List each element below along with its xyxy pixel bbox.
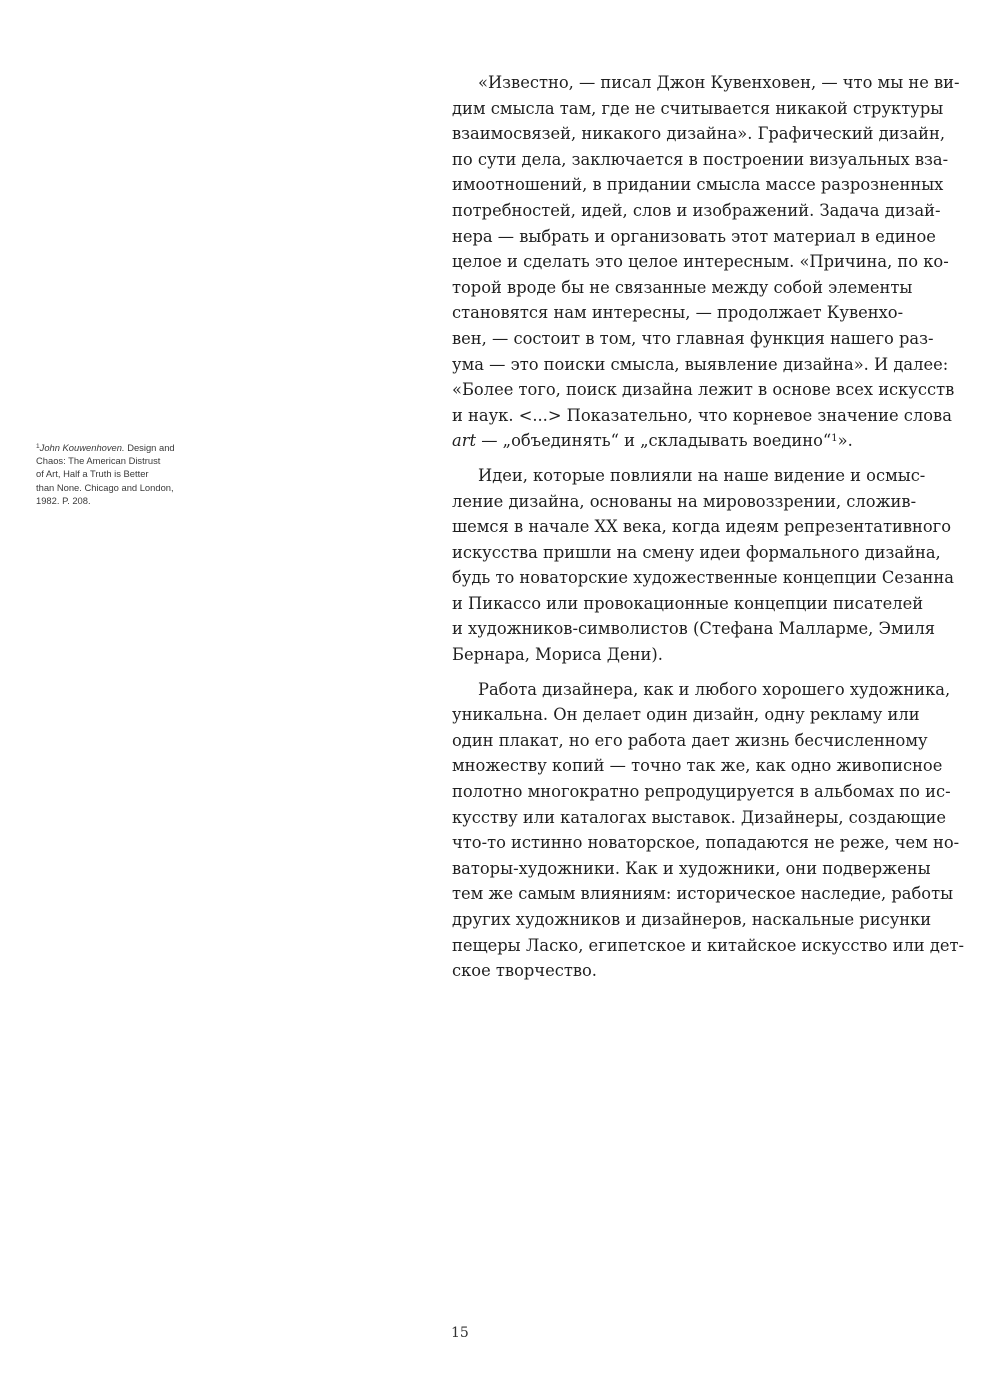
- text-line: вен, — состоит в том, что главная функция нашего раз-: [452, 328, 934, 348]
- footnote-author: John Kouwenhoven.: [39, 442, 125, 453]
- text-line: уникальна. Он делает один дизайн, одну рекламу или: [452, 705, 920, 725]
- text-line: дим смысла там, где не считывается никакой структуры: [452, 98, 944, 118]
- text-line: становятся нам интересны, — продолжает Кувенхо-: [452, 303, 904, 323]
- text-run: ».: [837, 431, 853, 451]
- text-line: ваторы-художники. Как и художники, они подвержены: [452, 858, 931, 878]
- page-number: 15: [451, 1325, 469, 1341]
- text-line: один плакат, но его работа дает жизнь бесчисленному: [452, 730, 928, 750]
- text-line: Идеи, которые повлияли на наше видение и осмыс-: [478, 465, 926, 485]
- text-line-last: [452, 428, 932, 454]
- text-line: и художников-символистов (Стефана Малларме, Эмиля: [452, 619, 936, 639]
- text-line: будь то новаторские художественные концепции Сезанна: [452, 568, 954, 588]
- footnote-text: Design and: [127, 442, 175, 453]
- text-line: шемся в начале XX века, когда идеям репрезентативного: [452, 517, 952, 537]
- paragraph-3: [452, 677, 965, 984]
- text-line: ление дизайна, основаны на мировоззрении, сложив-: [452, 491, 917, 511]
- text-line: нера — выбрать и организовать этот материал в единое: [452, 226, 936, 246]
- italic-term: art: [452, 431, 477, 451]
- text-line: целое и сделать это целое интересным. «Причина, по ко-: [452, 252, 949, 272]
- text-line: других художников и дизайнеров, наскальные рисунки: [452, 910, 932, 929]
- text-line: взаимосвязей, никакого дизайна». Графический дизайн,: [452, 124, 946, 144]
- footnote-line: 1982. P. 208.: [36, 494, 91, 506]
- text-line: тем же самым влияниям: историческое наследие, работы: [452, 884, 954, 904]
- footnote-line: than None. Chicago and London,: [36, 481, 174, 493]
- text-run: — „объединять“ и „складывать воедино“: [476, 431, 832, 451]
- text-line: и наук. <...> Показательно, что корневое значение слова: [452, 405, 952, 425]
- text-line: множеству копий — точно так же, как одно живописное: [452, 756, 943, 776]
- text-line: и Пикассо или провокационные концепции писателей: [452, 593, 924, 613]
- text-line: «Более того, поиск дизайна лежит в основе всех искусств: [452, 380, 955, 400]
- text-line: «Известно, — писал Джон Кувенховен, — что мы не ви-: [478, 73, 960, 92]
- text-line: имоотношений, в придании смысла массе разрозненных: [452, 175, 944, 195]
- text-line: кусству или каталогах выставок. Дизайнеры, создающие: [452, 807, 947, 827]
- text-line: Работа дизайнера, как и любого хорошего художника,: [478, 679, 951, 699]
- text-line: ское творчество.: [452, 961, 597, 981]
- text-line: искусства пришли на смену идеи формального дизайна,: [452, 542, 941, 562]
- text-line: торой вроде бы не связанные между собой элементы: [452, 277, 913, 297]
- text-line: по сути дела, заключается в построении визуальных вза-: [452, 149, 949, 169]
- paragraph-2: [452, 463, 954, 668]
- text-line: ума — это поиски смысла, выявление дизайна». И далее:: [452, 354, 949, 374]
- text-line: потребностей, идей, слов и изображений. Задача дизай-: [452, 200, 941, 220]
- paragraph-1: [452, 70, 960, 454]
- footnote-line-1: [36, 441, 201, 454]
- main-text: [452, 70, 965, 984]
- text-line: полотно многократно репродуцируется в альбомах по ис-: [452, 782, 951, 802]
- text-line: пещеры Ласко, египетское и китайское искусство или дет-: [452, 935, 965, 955]
- text-line: что-то истинно новаторское, попадаются не реже, чем но-: [452, 833, 960, 853]
- footnote-reference: 1: [831, 433, 838, 445]
- footnote-marker: 1: [36, 443, 40, 450]
- footnote-line: of Art, Half a Truth is Better: [36, 468, 149, 480]
- footnote: [36, 441, 201, 507]
- text-line: Бернара, Мориса Дени).: [452, 645, 663, 665]
- footnote-line: Chaos: The American Distrust: [36, 455, 161, 467]
